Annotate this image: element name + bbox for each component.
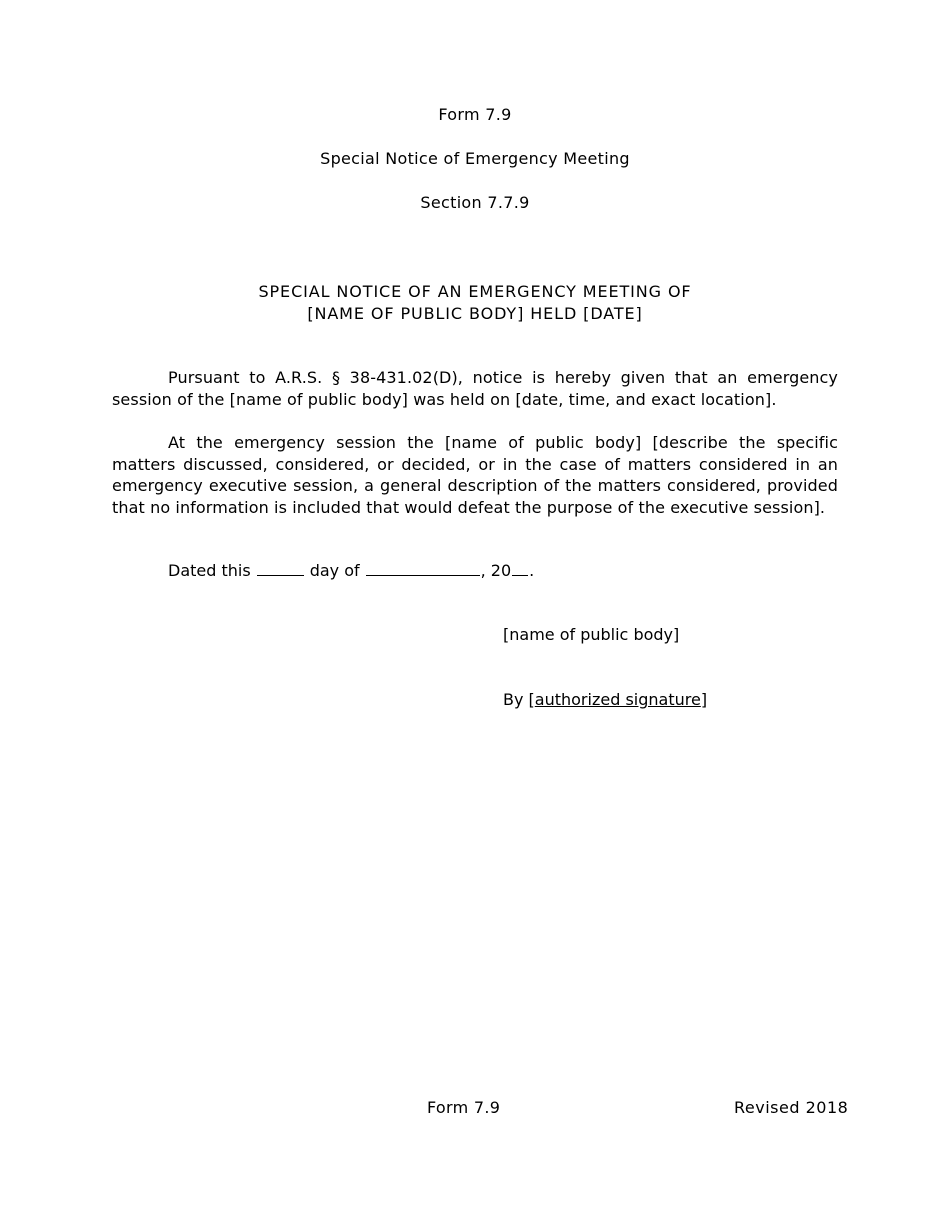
year-blank-field[interactable] (512, 561, 528, 576)
authorized-signature: authorized signature (534, 690, 701, 709)
notice-heading (0, 281, 950, 325)
signature-by-label: By [ (503, 690, 535, 709)
day-of-label: day of (309, 561, 360, 580)
notice-heading-line-2: [NAME OF PUBLIC BODY] HELD [DATE] (307, 304, 643, 323)
notice-heading-line-1: SPECIAL NOTICE OF AN EMERGENCY MEETING OF (258, 282, 692, 301)
notice-paragraph-1: Pursuant to A.R.S. § 38-431.02(D), notice is hereby given that an emergency session of the [name of public body] was held on [date, time, and exact location]. (112, 368, 838, 409)
form-title: Special Notice of Emergency Meeting (320, 149, 630, 168)
dated-suffix: . (529, 561, 535, 580)
signature-closing-bracket: ] (700, 690, 708, 709)
section-reference: Section 7.7.9 (420, 193, 530, 212)
year-prefix: , 20 (480, 561, 512, 580)
notice-paragraph-2: At the emergency session the [name of public body] [describe the specific matters discussed, considered, or decided, or in the case of matters considered in an emergency executive session, a general description of the matters considered, provided that no information is included that would defeat the purpose of the executive session]. (112, 433, 838, 517)
dated-prefix: Dated this (168, 561, 251, 580)
day-blank-field[interactable] (257, 561, 304, 576)
footer-revised-date: Revised 2018 (734, 1098, 849, 1117)
signature-body-name: [name of public body] (503, 625, 680, 644)
signature-line (503, 689, 707, 710)
month-blank-field[interactable] (366, 561, 480, 576)
footer-form-number: Form 7.9 (427, 1098, 501, 1117)
dated-line (168, 560, 534, 581)
form-number: Form 7.9 (438, 105, 512, 124)
